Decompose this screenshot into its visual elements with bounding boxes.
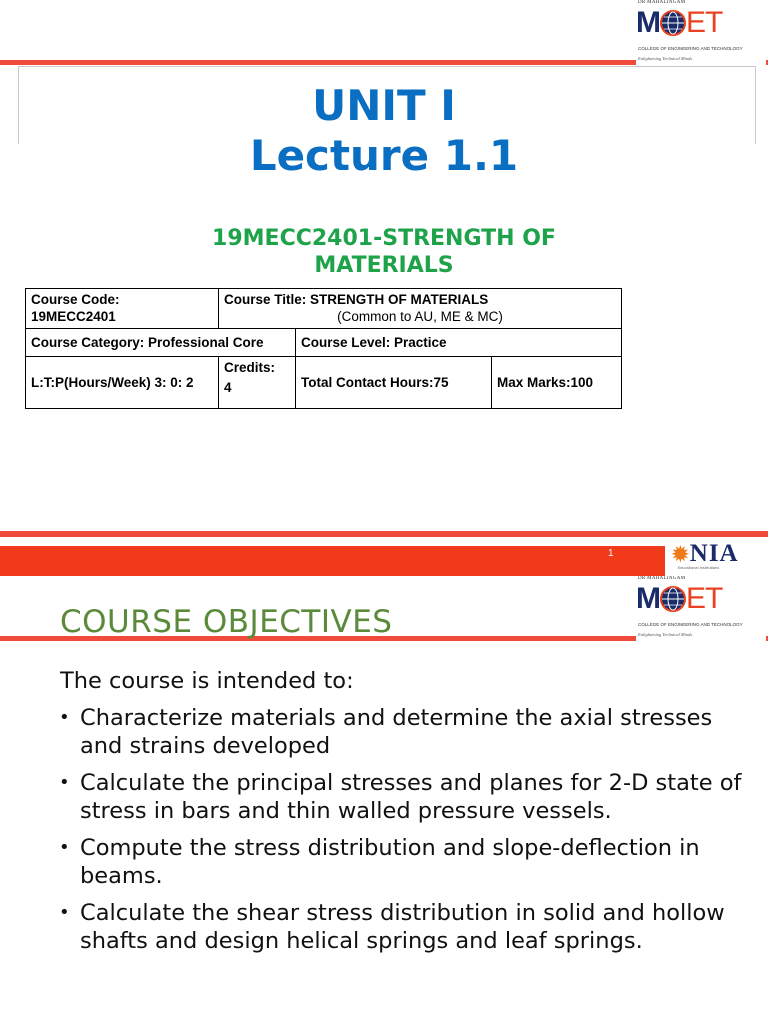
objectives-list <box>56 704 746 964</box>
objective-text: Calculate the shear stress distribution in solid and hollow shafts and design helical springs and leaf springs. <box>80 900 725 954</box>
objectives-heading: COURSE OBJECTIVES <box>60 604 393 640</box>
mcet-logo-2 <box>636 576 766 642</box>
logo-wordmark <box>636 6 722 40</box>
logo-tagline: COLLEGE OF ENGINEERING AND TECHNOLOGY <box>638 622 743 627</box>
bullet-icon: • <box>59 837 70 858</box>
course-code-value: 19MECC2401 <box>31 309 116 324</box>
logo-small-text: DR MAHALINGAM <box>638 0 686 5</box>
sun-icon: ✹ <box>672 544 690 566</box>
course-code-cell <box>26 289 219 329</box>
nia-subtitle: Educational Institutions <box>678 566 720 570</box>
course-name-line1: 19MECC2401-STRENGTH OF <box>212 226 556 251</box>
course-title-note: (Common to AU, ME & MC) <box>337 309 503 324</box>
logo-letter-m: M <box>636 6 660 39</box>
globe-icon <box>660 10 686 36</box>
course-title-text: Course Title: STRENGTH OF MATERIALS <box>224 292 489 307</box>
credits-value: 4 <box>224 380 232 395</box>
credits-cell <box>219 357 296 409</box>
objective-text: Compute the stress distribution and slope-deflection in beams. <box>80 835 700 889</box>
objective-text: Characterize materials and determine the axial stresses and strains developed <box>80 705 713 759</box>
course-code-label: Course Code: <box>31 292 120 307</box>
course-category-cell: Course Category: Professional Core <box>26 329 296 357</box>
bullet-icon: • <box>59 707 70 728</box>
list-item <box>56 899 746 955</box>
course-info-table <box>25 288 622 409</box>
contact-hours-cell: Total Contact Hours:75 <box>296 357 492 409</box>
page-number: 1 <box>608 548 614 559</box>
bullet-icon: • <box>59 902 70 923</box>
nia-wordmark <box>672 540 739 568</box>
lecture-title: Lecture 1.1 <box>249 131 519 180</box>
logo-wordmark <box>636 582 722 616</box>
logo-small-text: DR MAHALINGAM <box>638 576 686 581</box>
objective-text: Calculate the principal stresses and planes for 2-D state of stress in bars and thin walled pressure vessels. <box>80 770 742 824</box>
mcet-logo <box>636 0 766 66</box>
logo-motto: Enlightening Technical Minds <box>638 56 693 61</box>
list-item <box>56 834 746 890</box>
bottom-red-line <box>0 531 768 537</box>
bullet-icon: • <box>59 772 70 793</box>
logo-letters-et: ET <box>686 582 723 615</box>
nia-text: NIA <box>689 540 739 567</box>
bottom-red-bar <box>0 546 665 576</box>
list-item <box>56 704 746 760</box>
max-marks-cell: Max Marks:100 <box>492 357 622 409</box>
logo-letter-m: M <box>636 582 660 615</box>
course-title-cell <box>219 289 622 329</box>
top-red-line <box>0 60 640 65</box>
list-item <box>56 769 746 825</box>
course-name-line2: MATERIALS <box>314 253 454 278</box>
credits-label: Credits: <box>224 360 276 375</box>
slide-2 <box>0 576 768 1024</box>
course-level-cell: Course Level: Practice <box>296 329 622 357</box>
unit-title: UNIT I <box>312 81 456 130</box>
globe-icon <box>660 586 686 612</box>
logo-motto: Enlightening Technical Minds <box>638 632 693 637</box>
objectives-intro: The course is intended to: <box>60 668 354 694</box>
nia-logo <box>668 540 768 576</box>
ltp-cell: L:T:P(Hours/Week) 3: 0: 2 <box>26 357 219 409</box>
logo-tagline: COLLEGE OF ENGINEERING AND TECHNOLOGY <box>638 46 743 51</box>
logo-letters-et: ET <box>686 6 723 39</box>
